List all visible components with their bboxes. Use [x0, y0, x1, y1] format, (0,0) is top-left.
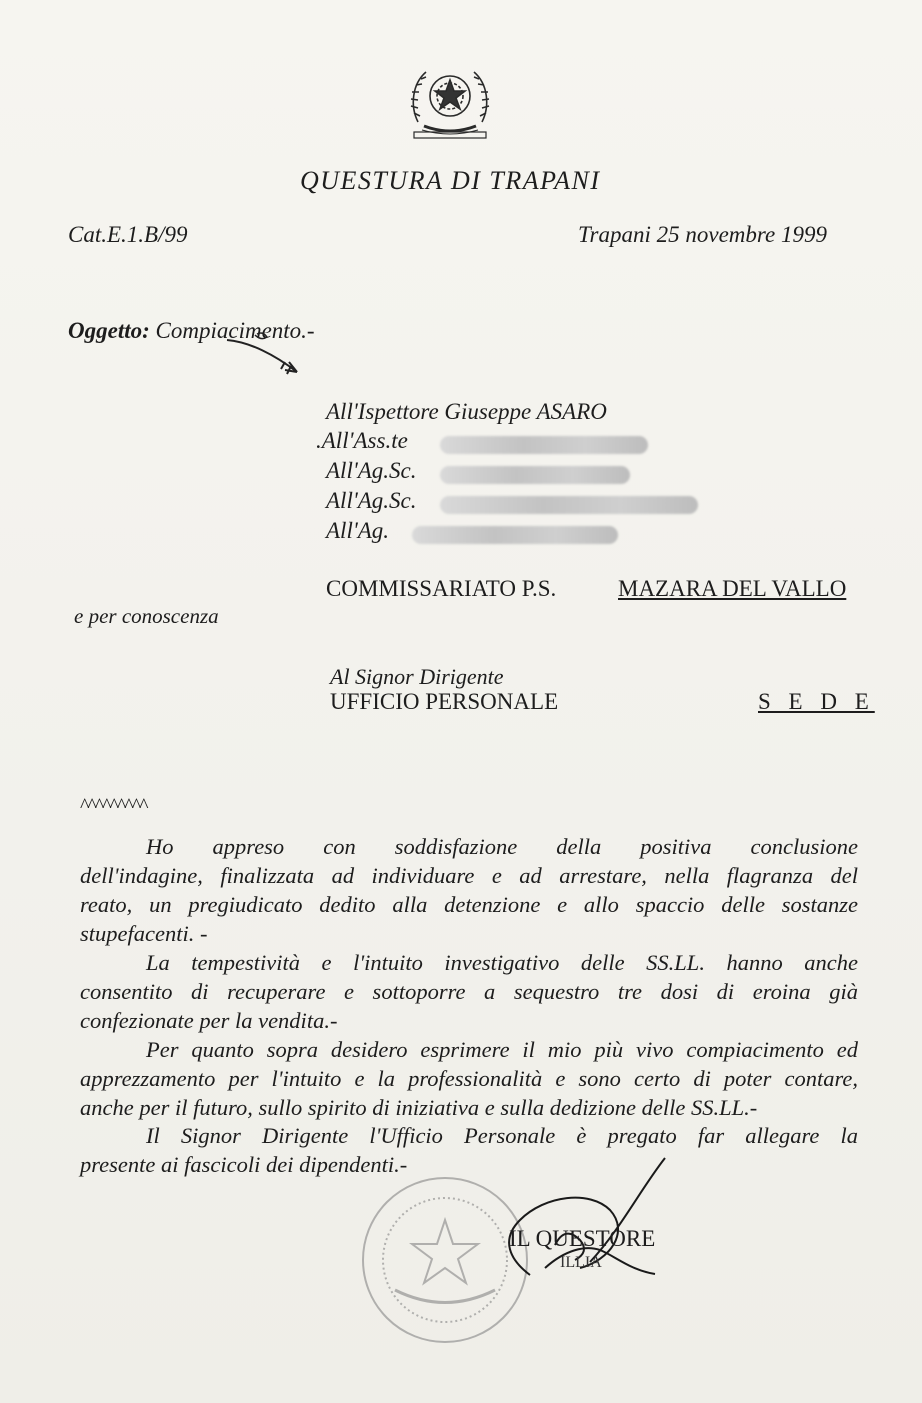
text-line: Ho appreso con soddisfazione della positiva conclusione	[146, 834, 858, 859]
handwritten-arrow-icon	[225, 330, 315, 385]
place-and-date: Trapani 25 novembre 1999	[578, 222, 827, 247]
text-line: Per quanto sopra desidero esprimere il mio più vivo compiacimento ed	[146, 1037, 858, 1062]
recipient-1: All'Ispettore Giuseppe ASARO	[326, 399, 607, 424]
recipient-2: .All'Ass.te	[316, 428, 408, 453]
text-line: apprezzamento per l'intuito e la professionalità e sono certo di poter contare,	[80, 1066, 858, 1091]
issuer-title: QUESTURA DI TRAPANI	[300, 166, 601, 195]
paragraph-1	[80, 832, 858, 948]
office-name: COMMISSARIATO P.S.	[326, 576, 557, 601]
document-category: Cat.E.1.B/99	[68, 222, 188, 247]
recipient-5: All'Ag.	[326, 518, 390, 543]
paragraph-3	[80, 1035, 858, 1122]
text-line: confezionate per la vendita.-	[80, 1008, 338, 1033]
republic-emblem-icon	[404, 58, 496, 142]
text-line: La tempestività e l'intuito investigativo delle SS.LL. hanno anche	[146, 950, 858, 975]
text-line: stupefacenti. -	[80, 921, 208, 946]
redacted-name	[412, 526, 618, 544]
redacted-name	[440, 436, 648, 454]
paragraph-2	[80, 948, 858, 1035]
text-line: reato, un pregiudicato dedito alla detenzione e allo spaccio delle sostanze	[80, 892, 858, 917]
cc-recipient: Al Signor Dirigente	[330, 664, 504, 689]
separator-line: ^^^^^^^^^	[80, 795, 147, 817]
subject-label: Oggetto:	[68, 318, 150, 343]
recipient-4: All'Ag.Sc.	[326, 488, 417, 513]
redacted-name	[440, 496, 698, 514]
redacted-name	[440, 466, 630, 484]
text-line: presente ai fascicoli dei dipendenti.-	[80, 1152, 408, 1177]
signatory-name: ILLIA	[560, 1254, 602, 1271]
office-city: MAZARA DEL VALLO	[618, 576, 847, 601]
signatory-title: IL QUESTORE	[509, 1226, 656, 1251]
cc-office: UFFICIO PERSONALE	[330, 689, 559, 714]
cc-label: e per conoscenza	[74, 604, 219, 628]
text-line: anche per il futuro, sullo spirito di iniziativa e sulla dedizione delle SS.LL.-	[80, 1095, 758, 1120]
recipient-3: All'Ag.Sc.	[326, 458, 417, 483]
cc-location: S E D E	[758, 689, 875, 714]
text-line: Il Signor Dirigente l'Ufficio Personale è pregato far allegare la	[146, 1123, 858, 1148]
subject-value: Compiacimento.-	[155, 318, 315, 343]
text-line: consentito di recuperare e sottoporre a sequestro tre dosi di eroina già	[80, 979, 858, 1004]
text-line: dell'indagine, finalizzata ad individuare e ad arrestare, nella flagranza del	[80, 863, 858, 888]
